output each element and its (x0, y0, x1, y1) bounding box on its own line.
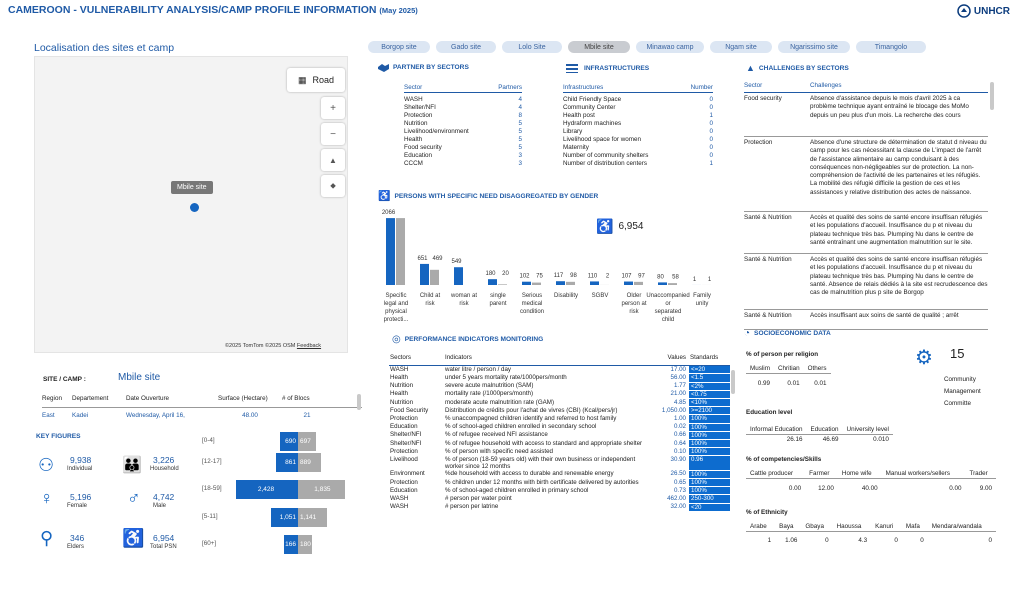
psn-total-value: 6,954 (618, 221, 644, 232)
psn-data-label: 80 (657, 274, 664, 281)
indicator-row: Protection % children under 12 months with birth certificate delivered by autorities 0.65 100% (389, 479, 730, 487)
challenge-row: Santé & Nutrition Accès et qualité des soins de santé encore insuffisan réfugiés et les populations d'accueil. Insuffisance du p et niveau du plateau technique très bas. Plumping Nu dans le centre de santé. Absence de relais dédiés à la site est recrudescence des cas de malnutrition plus p site de Borgop (744, 254, 988, 310)
individual-label: Individual (67, 466, 93, 472)
zoom-in-button[interactable]: + (321, 97, 345, 119)
site-table-scrollbar[interactable] (357, 394, 361, 410)
tab-gado[interactable]: Gado site (436, 41, 496, 53)
challenge-row: Santé & Nutrition Accès insuffisant aux soins de santé de qualité ; arrêt (744, 310, 988, 330)
psn-title: PERSONS WITH SPECIFIC NEED DISAGGREGATED BY GENDER (394, 193, 599, 200)
compass-icon[interactable]: ⬥ (321, 175, 345, 197)
total-psn-label: Total PSN (150, 544, 177, 550)
socio-header (744, 328, 831, 339)
psn-bar-female (488, 279, 497, 285)
psn-icon: ♿ (122, 528, 145, 548)
psn-data-label: 102 (519, 273, 530, 280)
psn-bar-chart (376, 205, 721, 330)
pie-icon: ◔ (744, 328, 751, 339)
partner-row: Livelihood/environment 5 (404, 128, 522, 135)
tab-timangolo[interactable]: Timangolo (856, 41, 926, 53)
indicator-row: Nutrition severe acute malnutrition (SAM) 1.77 <2% (389, 382, 730, 390)
psn-bar-female (556, 281, 565, 285)
psn-bar-male (396, 218, 405, 285)
age-group-label: [0-4] (202, 437, 215, 444)
psn-bar-female (454, 267, 463, 285)
challenge-row: Santé & Nutrition Accès et qualité des soins de santé encore insuffisan réfugiés et les populations d'accueil. Insuffisance du p et niveau du plateau technique très bas. Plumping Nu dans le centre de santé entraînant une augmentation malnutrition sur le site. (744, 212, 988, 254)
psn-data-label: 651 (417, 255, 428, 262)
psn-bar-female (624, 282, 633, 285)
key-figures-title: KEY FIGURES (36, 433, 81, 440)
male-icon: ♂ (127, 488, 141, 508)
infra-row: Child Friendly Space 0 (563, 96, 713, 103)
pyramid-bar-male: 697 (298, 432, 316, 451)
layers-icon: ▦ (297, 74, 307, 85)
infrastructure-icon (566, 63, 578, 73)
psn-category-label: Child at risk (419, 293, 441, 307)
committee-count: 15 (950, 346, 965, 361)
indicator-row: Environment %de household with access to durable and renewable energy 26.50 100% (389, 470, 730, 478)
socio-title: SOCIOECONOMIC DATA (754, 330, 831, 337)
challenge-row: Protection Absence d'une structure de détermination de statut d niveau du camp pour les cas nécessitant la clause de L'impact de l'arrêt de l'assistance alimentaire au camp conduisant à des conséquences non-négligeables sur de protection. La non-compréhension de l'activité de les partenaires et les réfugiés. La mobilité des réfugié difficile la gestion de ces et les assistances y relative distribution des actes de naissance. (744, 137, 988, 212)
indicator-row: WASH # person per water point 462.00 250-300 (389, 495, 730, 503)
map-attribution: ©2025 TomTom ©2025 OSM Feedback (225, 343, 322, 349)
female-value: 5,196 (70, 492, 92, 502)
psn-category-label: woman at risk (450, 293, 478, 307)
partner-row: Food security 5 (404, 144, 522, 151)
psn-data-label: 2066 (381, 210, 396, 217)
indicator-row: Food Security Distribution de crédits pour l'achat de vivres (CBI) (Kcal/pers/jr) 1,050.00 >=2100 (389, 407, 730, 415)
age-group-label: [12-17] (202, 458, 222, 465)
psn-category-label: Serious medical condition (519, 293, 545, 315)
performance-header (392, 334, 543, 345)
partner-row: Protection 8 (404, 112, 522, 119)
infra-row: Health post 1 (563, 112, 713, 119)
psn-bar-male (498, 284, 507, 285)
psn-category-label: single parent (489, 293, 507, 307)
partner-row: Education 3 (404, 152, 522, 159)
psn-data-label: 2 (605, 273, 610, 280)
indicator-row: Education % of school-aged children enrolled in secondary school 0.02 100% (389, 423, 730, 431)
pyramid-bar-female: 1,051 (271, 508, 298, 527)
challenge-row: Food security Absence d'assistance depuis le mois d'avril 2025 à ca problème technique ayant entraîné le blocage des MoMo depuis un peu plus d'un mois. La recherche des cours (744, 93, 988, 137)
infra-row: Library 0 (563, 128, 713, 135)
challenges-header (746, 63, 849, 73)
tab-borgop[interactable]: Borgop site (368, 41, 430, 53)
psn-data-label: 180 (485, 271, 496, 278)
handshake-icon (378, 63, 389, 72)
tab-ngarissimo[interactable]: Ngarissimo site (778, 41, 850, 53)
psn-data-label: 98 (570, 273, 577, 280)
infra-row: Maternity 0 (563, 144, 713, 151)
psn-bar-male (566, 282, 575, 285)
pyramid-bar-male: 1,141 (298, 508, 327, 527)
challenges-table: Sector Challenges Food security Absence d'assistance depuis le mois d'avril 2025 à ca problème technique ayant entraîné le blocage des MoMo depuis un peu plus d'un mois. La recherche des cours Protection Absence d'une structure de détermination de statut d niveau du camp pour les cas nécessitant la clause de L'impact de l'arrêt de l'assistance alimentaire au camp conduisant à des conséquences non-négligeables sur de protection. La non-compréhension de l'activité de les partenaires et les réfugiés. La mobilité des réfugié difficile la gestion de ces et les assistances y relative distribution des actes de naissance. Santé & Nutrition Accès et qualité des soins de santé encore insuffisan réfugiés et les populations d'accueil. Insuffisance du p et niveau du plateau technique très bas. Plumping Nu dans le centre de santé entraînant une augmentation malnutrition sur le site. Santé & Nutrition Accès et qualité des soins de santé encore insuffisan réfugiés et les populations d'accueil. Insuffisance du p et niveau du plateau technique très bas. Plumping Nu dans le centre de santé. Absence de relais dédiés à la site est recrudescence des cas de malnutrition plus p site de Borgop Santé & Nutrition Accès insuffisant aux soins de santé de qualité ; arrêt (744, 82, 988, 304)
psn-data-label: 58 (672, 274, 679, 281)
pyramid-bar-male: 889 (298, 453, 321, 472)
skills-title: % of competencies/Skills (746, 456, 822, 463)
pyramid-bar-female: 861 (276, 453, 298, 472)
psn-data-label: 117 (553, 273, 564, 280)
elders-value: 346 (70, 533, 85, 543)
feedback-link[interactable]: Feedback (296, 343, 322, 349)
indicator-row: WASH # person per latrine 32.00 <20 (389, 503, 730, 511)
psn-bar-female (658, 282, 667, 285)
ethnicity-table: Arabe Baya Gbaya Haoussa Kanuri Mafa Mendara/wandala 1 1.06 0 4.3 0 0 0 (746, 522, 996, 545)
age-group-label: [60+] (202, 540, 217, 547)
psn-chart-icon: ♿ (378, 191, 391, 202)
psn-category-label: Family unity (693, 293, 711, 307)
education-title: Education level (746, 409, 793, 416)
site-name: Mbile site (118, 372, 161, 383)
infra-row: Hydraform machines 0 (563, 120, 713, 127)
psn-bar-female (522, 282, 531, 285)
road-layer-button[interactable]: ▦ Road (287, 68, 345, 92)
total-psn-value: 6,954 (153, 533, 175, 543)
pyramid-bar-male: 180 (298, 535, 312, 554)
religion-table: Muslim Chritian Others 0.99 0.01 0.01 (746, 364, 831, 388)
committee-label: Community Management Committe (944, 376, 981, 407)
site-tabs (368, 41, 926, 53)
psn-category-label: SGBV (591, 293, 609, 299)
psn-bar-male (668, 283, 677, 285)
religion-title: % of person per religion (746, 351, 819, 358)
male-label: Male (153, 503, 167, 509)
tab-ngam[interactable]: Ngam site (710, 41, 772, 53)
household-icon: 👪 (122, 457, 142, 474)
indicator-row: Nutrition moderate acute malnutrition rate (GAM) 4.85 <10% (389, 399, 730, 407)
age-group-label: [5-11] (202, 513, 218, 520)
partner-row: WASH 4 (404, 96, 522, 103)
gauge-icon: ◎ (392, 334, 401, 345)
psn-data-label: 75 (536, 273, 543, 280)
psn-data-label: 107 (621, 273, 632, 280)
psn-data-label: 469 (432, 255, 443, 262)
psn-data-label: 1 (692, 276, 697, 283)
indicator-row: Education % of school-aged children enrolled in primary school 0.73 100% (389, 487, 730, 495)
committee-icon: ⚙ (915, 347, 933, 369)
indicator-row: WASH water litre / person / day 17.00 <=20 (389, 366, 730, 374)
psn-category-label: Older person at risk (621, 293, 647, 315)
education-table: Informal Education Education University level 26.16 46.69 0.010 (746, 425, 893, 444)
pyramid-bar-female: 166 (284, 535, 298, 554)
psn-bar-male (634, 282, 643, 285)
psn-category-label: Specific legal and physical protecti... (383, 293, 409, 323)
infra-header (566, 63, 649, 73)
skills-table: Cattle producer Farmer Home wife Manual workers/sellers Trader 0.00 12.00 40.00 0.00 9.00 (746, 469, 996, 493)
infra-row: Community Center 0 (563, 104, 713, 111)
psn-data-label: 1 (707, 276, 712, 283)
indicator-row: Protection % of person with specific need assisted 0.10 100% (389, 448, 730, 456)
warning-icon: ▲ (746, 63, 755, 73)
psn-category-label: Unaccompanied or separated child (646, 293, 690, 323)
infra-title: INFRASTRUCTURES (584, 64, 650, 72)
page-title: CAMEROON - VULNERABILITY ANALYSIS/CAMP PROFILE INFORMATION (May 2025) (8, 4, 418, 16)
psn-data-label: 549 (451, 259, 462, 266)
tab-lolo[interactable]: Lolo Site (502, 41, 562, 53)
infra-row: Number of community shelters 0 (563, 152, 713, 159)
household-value: 3,226 (153, 455, 175, 465)
psn-bar-female (386, 218, 395, 285)
unhcr-logo: UNHCR (957, 4, 1010, 18)
psn-data-label: 97 (638, 273, 645, 280)
partner-row: Health 5 (404, 136, 522, 143)
pyramid-bar-male: 1,835 (298, 480, 345, 499)
site-label: SITE / CAMP : (43, 376, 86, 383)
tab-minawao[interactable]: Minawao camp (636, 41, 704, 53)
map-marker[interactable] (190, 203, 199, 212)
psn-bar-male (430, 270, 439, 285)
infra-row: Number of distribution centers 1 (563, 160, 713, 167)
psn-bar-female (590, 281, 599, 285)
challenges-title: CHALLENGES BY SECTORS (758, 64, 849, 72)
indicator-row: Livelihood % of person (18-59 years old) with their own business or independent worker since 12 months 30.90 0.96 (389, 456, 730, 470)
male-value: 4,742 (153, 492, 175, 502)
psn-bar-female (420, 264, 429, 285)
infra-table: Infrastructures Number Child Friendly Space 0 Community Center 0 Health post 1 Hydraform machines 0 Library 0 Livelihood space for women 0 Maternity 0 Number of community shelters 0 Number of distribution centers 1 (563, 84, 713, 167)
partner-row: CCCM 3 (404, 160, 522, 167)
individual-value: 9,938 (70, 455, 92, 465)
age-group-label: [18-59] (202, 485, 222, 492)
map-subtitle: Localisation des sites et camp (34, 42, 175, 54)
performance-title: PERFORMANCE INDICATORS MONITORING (404, 336, 544, 343)
indicator-row: Health under 5 years mortality rate/1000pers/month 56.00 <1.5 (389, 374, 730, 382)
partners-table: Sector Partners WASH 4 Shelter/NFI 4 Protection 8 Nutrition 5 Livelihood/environment 5 Health 5 Food security 5 Education 3 CCCM 3 (404, 84, 522, 167)
tab-mbile[interactable]: Mbile site (568, 41, 630, 53)
ethnicity-title: % of Ethnicity (746, 509, 788, 516)
indicator-row: Shelter/NFI % of refugee household with access to standard and appropriate shelter 0.64 100% (389, 440, 730, 448)
household-label: Household (150, 466, 179, 472)
performance-scrollbar[interactable] (731, 370, 735, 394)
psn-category-label: Disability (553, 293, 579, 299)
tilt-button[interactable]: ▲ (321, 149, 345, 171)
individual-icon: ⚇ (38, 455, 55, 475)
pyramid-bar-female: 2,428 (236, 480, 298, 499)
indicator-row: Health mortality rate (/1000pers/month) 21.00 <0.75 (389, 390, 730, 398)
unhcr-emblem-icon (957, 4, 971, 18)
partners-header (378, 63, 469, 72)
elders-icon: ⚲ (40, 528, 54, 548)
wheelchair-icon: ♿ (596, 218, 614, 234)
female-icon: ♀ (40, 488, 54, 508)
psn-bar-male (532, 283, 541, 285)
female-label: Female (67, 503, 88, 509)
psn-header (378, 191, 598, 202)
partners-title: PARTNER BY SECTORS (393, 64, 469, 71)
psn-data-label: 20 (502, 271, 509, 278)
site-table: Region Departement Date Ouverture Surface (Hectare) # of Blocs East Kadei Wednesday, April 16, 48.00 21 (42, 395, 362, 420)
psn-data-label: 110 (587, 273, 598, 280)
site-map[interactable] (34, 56, 348, 353)
challenges-scrollbar[interactable] (990, 82, 994, 110)
partner-row: Shelter/NFI 4 (404, 104, 522, 111)
zoom-out-button[interactable]: − (321, 123, 345, 145)
infra-row: Livelihood space for women 0 (563, 136, 713, 143)
performance-table: Sectors Indicators Values Standards WASH water litre / person / day 17.00 <=20 Health under 5 years mortality rate/1000pers/month 56.00 <1.5 Nutrition severe acute malnutrition (SAM) 1.77 <2% Health mortality rate (/1000pers/month) 21.00 <0.75 Nutrition moderate acute malnutrition rate (GAM) 4.85 <10% Food Security Distribution de crédits pour l'achat de vivres (CBI) (Kcal/pers/jr) 1,050.00 >=2100 Protection % unaccompagned children identify and referred to host family 1.00 100% Education % of school-aged children enrolled in secondary school 0.02 100% Shelter/NFI % of refugee received NFI assistance 0.66 100% Shelter/NFI % of refugee household with access to standard and appropriate shelter 0.64 100% Protection % of person with specific need assisted 0.10 100% Livelihood % of person (18-59 years old) with their own business or independent worker since 12 months 30.90 0.96 Environment %de household with access to durable and renewable energy 26.50 100% Protection % children under 12 months with birth certificate delivered by autorities 0.65 100% Education % of school-aged children enrolled in primary school 0.73 100% WASH # person per water point 462.00 250-300 WASH # person per latrine 32.00 <20 (389, 354, 730, 560)
partner-row: Nutrition 5 (404, 120, 522, 127)
pyramid-bar-female: 690 (280, 432, 298, 451)
elders-label: Elders (67, 544, 85, 550)
map-marker-label: Mbile site (171, 181, 213, 194)
indicator-row: Protection % unaccompagned children identify and referred to host family 1.00 100% (389, 415, 730, 423)
indicator-row: Shelter/NFI % of refugee received NFI assistance 0.66 100% (389, 431, 730, 439)
